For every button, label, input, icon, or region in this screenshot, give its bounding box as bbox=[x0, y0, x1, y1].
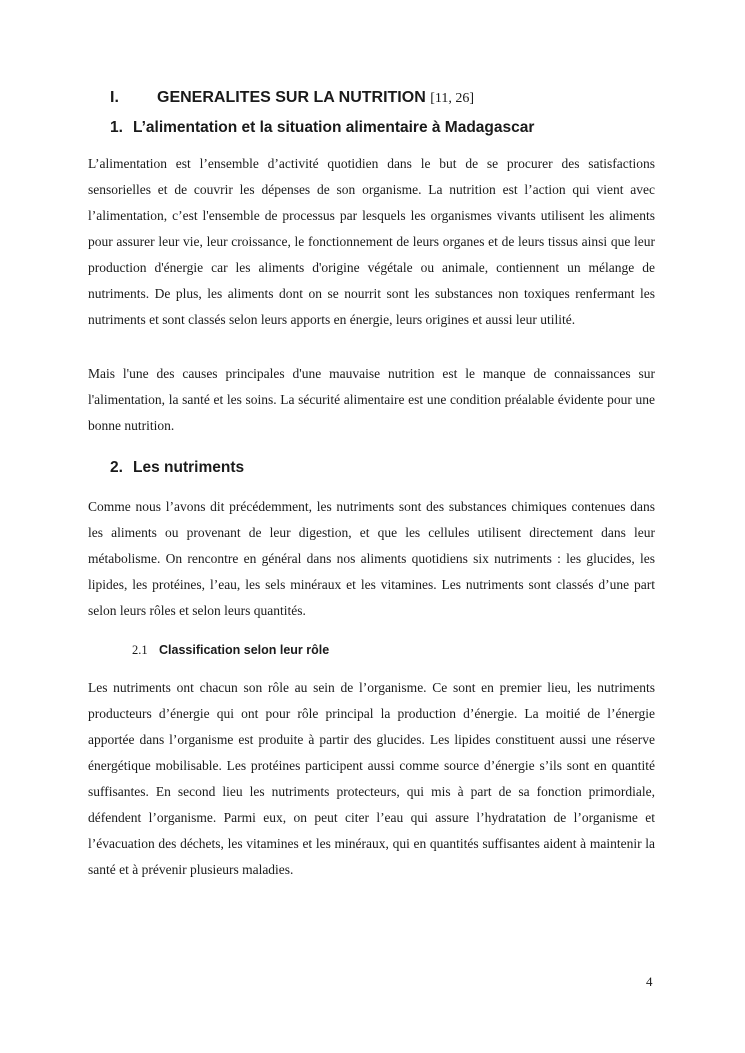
paragraph-mauvaise-nutrition: Mais l'une des causes principales d'une mauvaise nutrition est le manque de connaissances sur l'alimentation, la santé et les soins. La sécurité alimentaire est une condition préalable évidente pour une bonne nutrition. bbox=[88, 366, 655, 433]
section-number: I. bbox=[110, 89, 119, 106]
section-title: GENERALITES SUR LA NUTRITION bbox=[157, 89, 426, 106]
paragraph-alimentation: L’alimentation est l’ensemble d’activité quotidien dans le but de se procurer des satisfactions sensorielles et de couvrir les dépenses de son organisme. La nutrition est l’action qui vient avec l’alimentation, c’est l'ensemble de processus par lesquels les organismes vivants utilisent les aliments pour assurer leur vie, leur croissance, le fonctionnement de leurs organes et de leurs tissus ainsi que leur production d'énergie car les aliments d'origine végétale ou animale, contiennent un mélange de nutriments. De plus, les aliments dont on se nourrit sont les substances non toxiques renfermant les nutriments et sont classés selon leurs apports en énergie, leurs origines et aussi leur utilité. bbox=[88, 156, 655, 327]
subsubsection-number: 2.1 bbox=[132, 643, 148, 657]
subsection-heading-1 bbox=[110, 116, 534, 140]
subsection-title: L’alimentation et la situation alimentaire à Madagascar bbox=[133, 119, 535, 136]
paragraph-nutriments: Comme nous l’avons dit précédemment, les nutriments sont des substances chimiques contenues dans les aliments ou provenant de leur digestion, et que les cellules utilisent directement dans leur métabolisme. On rencontre en général dans nos aliments quotidiens six nutriments : les glucides, les lipides, les protéines, l’eau, les sels minéraux et les vitamines. Les nutriments sont classés d’une part selon leurs rôles et selon leurs quantités. bbox=[88, 499, 655, 618]
subsection-title: Les nutriments bbox=[133, 459, 245, 476]
section-heading bbox=[110, 86, 474, 110]
subsection-number: 2. bbox=[110, 459, 123, 476]
section-references: [11, 26] bbox=[430, 91, 475, 106]
paragraph-classification: Les nutriments ont chacun son rôle au sein de l’organisme. Ce sont en premier lieu, les nutriments producteurs d’énergie qui ont pour rôle principal la production d’énergie. La moitié de l’énergie apportée dans l’organisme est produite à partir des glucides. Les lipides constituent aussi une réserve énergétique mobilisable. Les protéines participent aussi comme source d’énergie s’ils sont en quantité suffisantes. En second lieu les nutriments protecteurs, qui mis à part de sa fonction primordiale, défendent l’organisme. Parmi eux, on peut citer l’eau qui assure l’hydratation de l’organisme et l’évacuation des déchets, les vitamines et les minéraux, qui en quantités suffisantes aident à maintenir la santé et à prévenir plusieurs maladies. bbox=[88, 680, 655, 877]
subsubsection-title: Classification selon leur rôle bbox=[159, 643, 330, 657]
subsubsection-heading bbox=[132, 640, 329, 660]
subsection-heading-2 bbox=[110, 456, 244, 480]
subsection-number: 1. bbox=[110, 119, 123, 136]
page-number: 4 bbox=[646, 974, 653, 989]
